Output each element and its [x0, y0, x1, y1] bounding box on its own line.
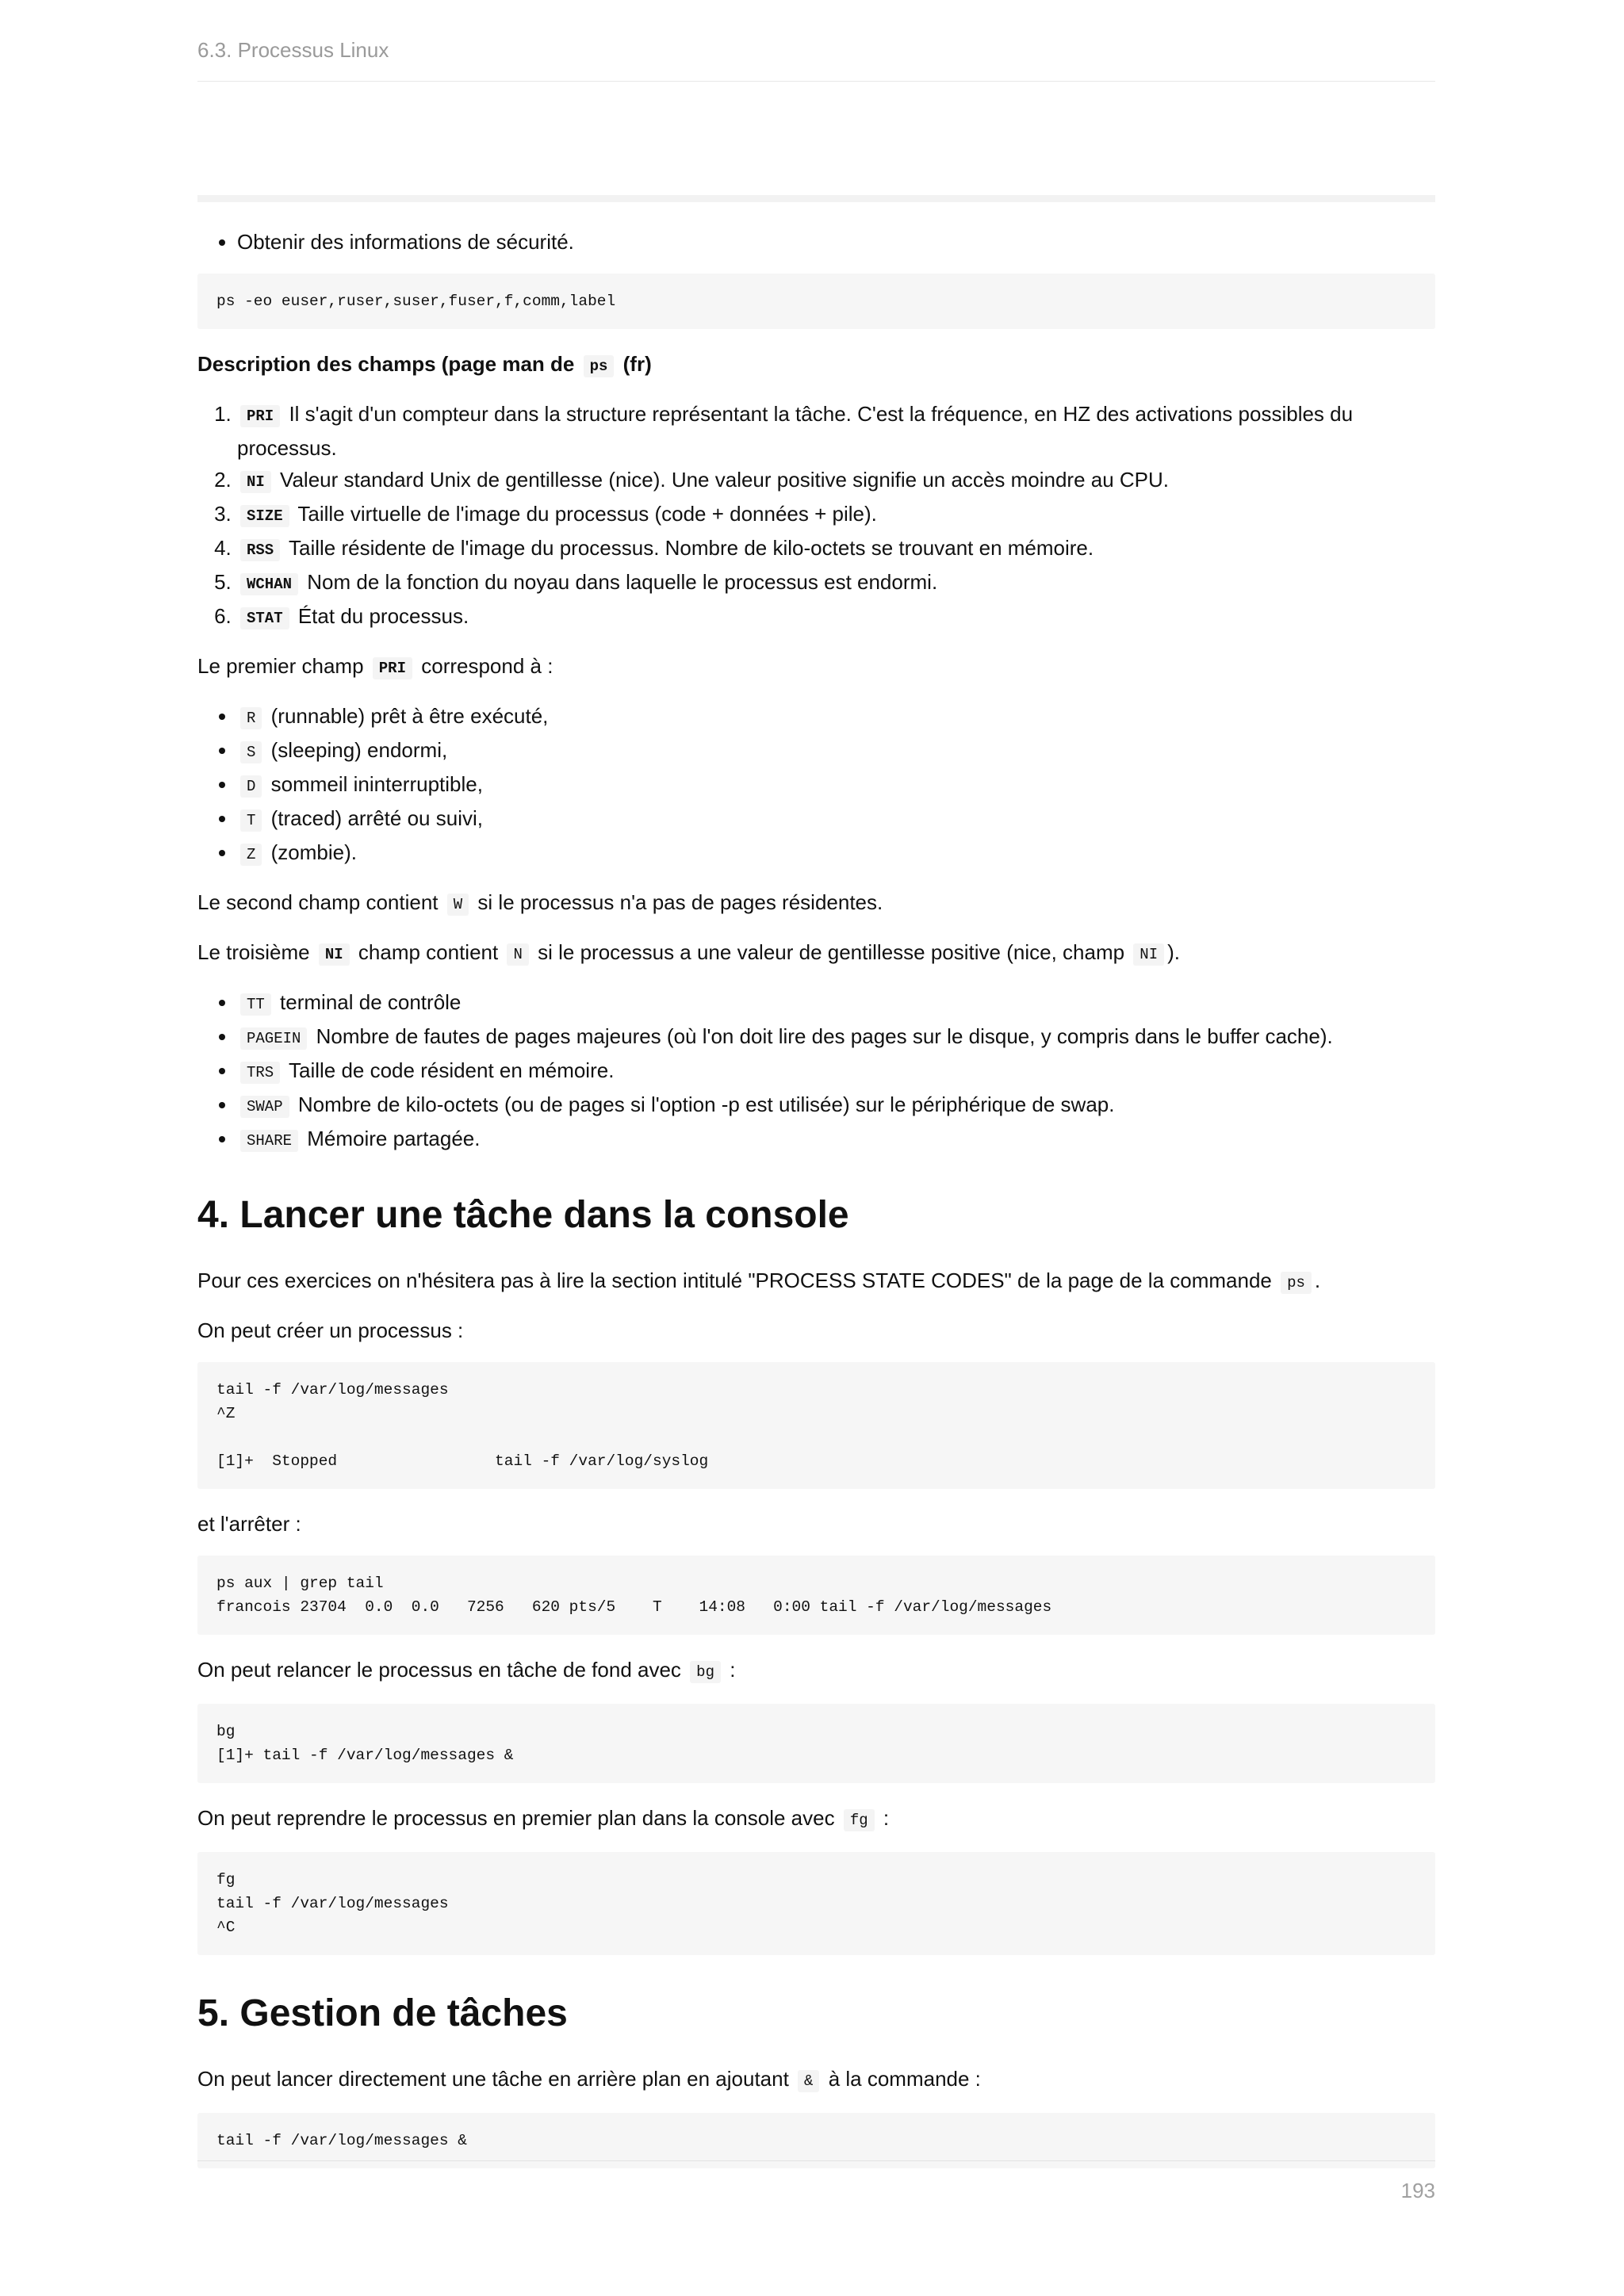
header-rule: [197, 81, 1435, 82]
list-item: • SWAP Nombre de kilo-octets (ou de pages si l'option -p est utilisée) sur le périphérique de swap.: [237, 1089, 1435, 1123]
state-list: [197, 700, 1435, 871]
inline-code: SIZE: [240, 505, 289, 527]
inline-code: SHARE: [240, 1130, 298, 1152]
list-item: 5. WCHAN Nom de la fonction du noyau dans laquelle le processus est endormi.: [237, 566, 1435, 600]
page-number: 193: [1400, 2179, 1435, 2202]
inline-code: PRI: [373, 657, 412, 679]
code-block-security: ps -eo euser,ruser,suser,fuser,f,comm,label: [197, 274, 1435, 329]
inline-code: PAGEIN: [240, 1027, 307, 1050]
list-item: 3. SIZE Taille virtuelle de l'image du processus (code + données + pile).: [237, 498, 1435, 532]
inline-code: &: [798, 2070, 819, 2092]
inline-code: R: [240, 707, 262, 729]
inline-code: NI: [240, 471, 271, 493]
footer-rule: [197, 2160, 1435, 2161]
inline-code: ps: [1281, 1272, 1312, 1294]
inline-code: Z: [240, 844, 262, 866]
inline-code: fg: [844, 1809, 875, 1831]
code-block-create: tail -f /var/log/messages ^Z [1]+ Stopped tail -f /var/log/syslog: [197, 1362, 1435, 1489]
list-item: • Obtenir des informations de sécurité.: [237, 226, 1435, 258]
inline-code: RSS: [240, 539, 280, 561]
fields-list: [197, 398, 1435, 634]
list-item: • PAGEIN Nombre de fautes de pages majeures (où l'on doit lire des pages sur le disque, y compris dans le buffer cache).: [237, 1020, 1435, 1054]
running-title: 6.3. Processus Linux: [197, 38, 389, 62]
page-content: [197, 226, 1435, 2187]
fields-heading: Description des champs (page man de ps (fr): [197, 352, 652, 376]
inline-code: W: [447, 894, 469, 916]
section-4-intro: Pour ces exercices on n'hésitera pas à lire la section intitulé "PROCESS STATE CODES" de la page de la commande ps .: [197, 1269, 1321, 1292]
list-item: • T (traced) arrêté ou suivi,: [237, 802, 1435, 836]
list-item: • D sommeil ininterruptible,: [237, 768, 1435, 802]
list-item: • TRS Taille de code résident en mémoire.: [237, 1054, 1435, 1089]
list-item: 4. RSS Taille résidente de l'image du processus. Nombre de kilo-octets se trouvant en mémoire.: [237, 532, 1435, 566]
code-block-stop: ps aux | grep tail francois 23704 0.0 0.0 7256 620 pts/5 T 14:08 0:00 tail -f /var/log/messages: [197, 1556, 1435, 1635]
list-item: 6. STAT État du processus.: [237, 600, 1435, 634]
inline-code: SWAP: [240, 1096, 289, 1118]
inline-code: S: [240, 741, 262, 763]
list-item: • SHARE Mémoire partagée.: [237, 1123, 1435, 1157]
second-field-paragraph: Le second champ contient W si le processus n'a pas de pages résidentes.: [197, 890, 883, 914]
list-item: 1. PRI Il s'agit d'un compteur dans la structure représentant la tâche. C'est la fréquence, en HZ des activations possibles du processus.: [237, 398, 1435, 464]
security-list: [197, 226, 1435, 258]
third-field-paragraph: Le troisième NI champ contient N si le processus a une valeur de gentillesse positive (nice, champ NI ).: [197, 940, 1180, 964]
inline-code: D: [240, 775, 262, 798]
inline-code: TRS: [240, 1062, 280, 1084]
stop-process-text: et l'arrêter :: [197, 1512, 301, 1536]
other-fields-list: [197, 986, 1435, 1157]
inline-code: TT: [240, 993, 271, 1016]
list-item: • Z (zombie).: [237, 836, 1435, 871]
inline-code: PRI: [240, 405, 280, 427]
first-field-paragraph: Le premier champ PRI correspond à :: [197, 654, 553, 678]
inline-code: ps: [584, 355, 615, 377]
code-block-bg: bg [1]+ tail -f /var/log/messages &: [197, 1704, 1435, 1783]
code-block-background-task: tail -f /var/log/messages &: [197, 2113, 1435, 2168]
inline-code: STAT: [240, 607, 289, 629]
inline-code: NI: [319, 943, 350, 966]
continued-block-edge: [197, 195, 1435, 202]
inline-code: T: [240, 809, 262, 832]
list-item: • S (sleeping) endormi,: [237, 734, 1435, 768]
inline-code: WCHAN: [240, 573, 298, 595]
section-5-intro: On peut lancer directement une tâche en arrière plan en ajoutant & à la commande :: [197, 2067, 981, 2091]
inline-code: N: [507, 943, 528, 966]
inline-code: NI: [1133, 943, 1164, 966]
inline-code: bg: [690, 1661, 721, 1683]
fg-paragraph: On peut reprendre le processus en premier plan dans la console avec fg :: [197, 1806, 890, 1830]
list-item: • TT terminal de contrôle: [237, 986, 1435, 1020]
section-4-heading: 4. Lancer une tâche dans la console: [197, 1194, 849, 1236]
code-block-fg: fg tail -f /var/log/messages ^C: [197, 1852, 1435, 1955]
list-item: 2. NI Valeur standard Unix de gentillesse (nice). Une valeur positive signifie un accès moindre au CPU.: [237, 464, 1435, 498]
list-item: • R (runnable) prêt à être exécuté,: [237, 700, 1435, 734]
section-5-heading: 5. Gestion de tâches: [197, 1992, 568, 2034]
bg-paragraph: On peut relancer le processus en tâche de fond avec bg :: [197, 1658, 736, 1682]
create-process-text: On peut créer un processus :: [197, 1318, 464, 1342]
